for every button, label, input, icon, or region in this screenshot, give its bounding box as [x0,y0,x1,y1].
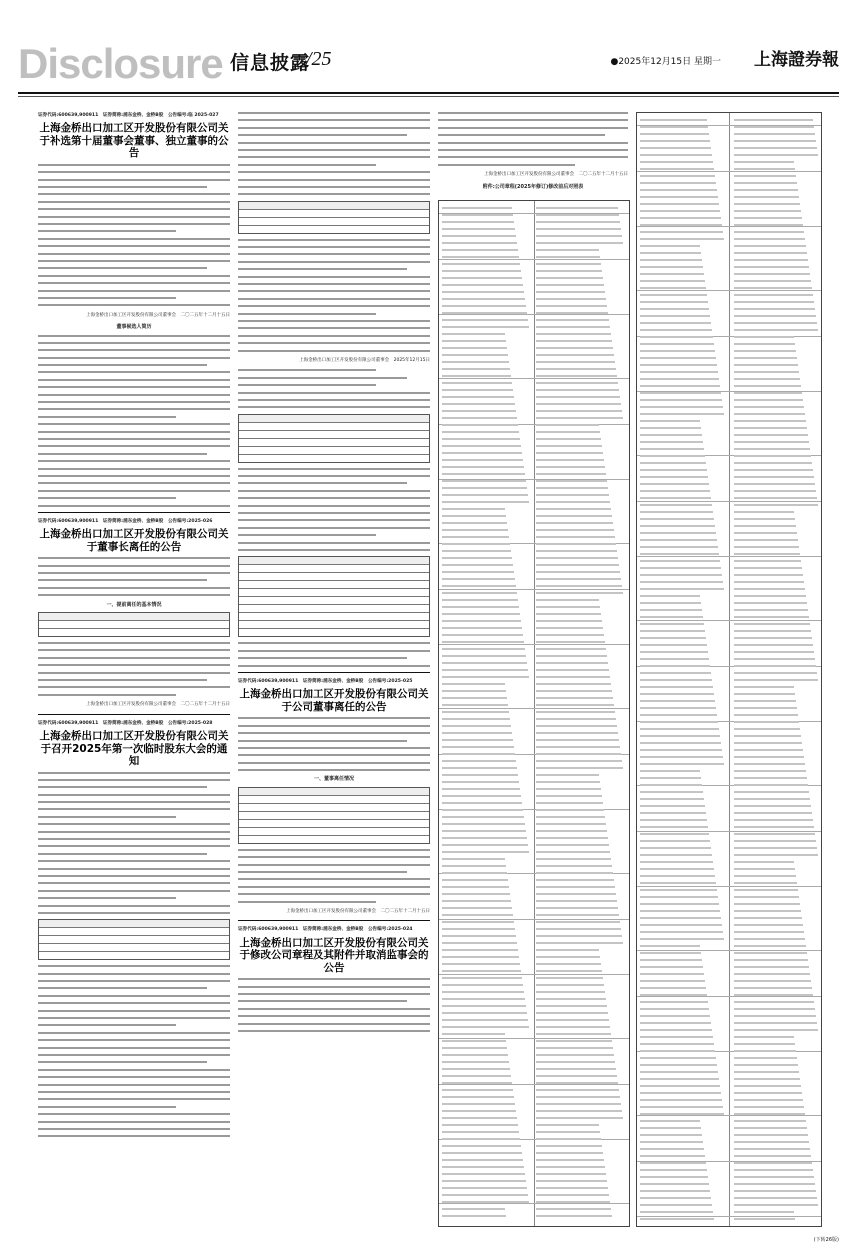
notice-body [38,164,230,306]
newspaper-brand: 上海證券報 [754,50,839,70]
comparison-table-left [438,200,630,1227]
notice-title: 上海金桥出口加工区开发股份有限公司关于召开2025年第一次临时股东大会的通知 [39,730,229,767]
data-table [238,556,430,637]
section-heading: 董事候选人简历 [116,324,152,331]
notice-code: 证券代码:600639,900911 证券简称:浦东金桥、金桥B股 公告编号:2025-025 [238,678,413,684]
data-table [238,414,430,463]
disclosure-logo: Disclosure [18,40,223,87]
notice-code: 证券代码:600639,900911 证券简称:浦东金桥、金桥B股 公告编号:临 2025-027 [38,113,219,118]
section-heading: 一、董事离任情况 [313,776,354,783]
section-heading: 一、提前离任的基本情况 [106,601,162,608]
data-table [238,787,430,844]
data-table [238,201,430,234]
notice-title: 上海金桥出口加工区开发股份有限公司关于公司董事离任的公告 [239,688,429,713]
comparison-table-right [636,112,822,1227]
header-rule-thin [18,96,839,97]
data-table [38,919,230,960]
column-2 [238,112,430,1037]
column-1 [38,112,230,1143]
continued-note: (下转26版) [813,1237,839,1243]
signature: 上海金桥出口加工区开发股份有限公司董事会 二〇二五年十二月十五日 [86,312,230,318]
page-number: /25 [306,48,332,70]
masthead [18,38,839,92]
column-3 [438,112,628,194]
signature: 上海金桥出口加工区开发股份有限公司董事会 2025年12月15日 [299,357,430,363]
notice-code: 证券代码:600639,900911 证券简称:浦东金桥、金桥B股 公告编号:2025-024 [238,927,413,933]
signature: 上海金桥出口加工区开发股份有限公司董事会 二〇二五年十二月十五日 [286,909,430,914]
annex-title: 附件:公司章程(2025年修订)修改前后对照表 [482,183,584,190]
notice-title: 上海金桥出口加工区开发股份有限公司关于修改公司章程及其附件并取消监事会的公告 [239,936,429,974]
notice-code: 证券代码:600639,900911 证券简称:浦东金桥、金桥B股 公告编号:2025-026 [38,518,213,524]
notice-title: 上海金桥出口加工区开发股份有限公司关于董事长离任的公告 [39,528,229,553]
notice-title: 上海金桥出口加工区开发股份有限公司关于补选第十届董事会董事、独立董事的公告 [39,122,229,160]
notice-body [38,335,230,507]
signature: 上海金桥出口加工区开发股份有限公司董事会 二〇二五年十二月十五日 [484,172,628,178]
notice-code: 证券代码:600639,900911 证券简称:浦东金桥、金桥B股 公告编号:2025-028 [38,720,213,726]
data-table [38,612,230,637]
header-rule [18,92,839,94]
issue-date: ●2025年12月15日 星期一 [610,57,721,67]
signature: 上海金桥出口加工区开发股份有限公司董事会 二〇二五年十二月十五日 [86,702,230,708]
section-title: 信息披露 [230,52,311,74]
